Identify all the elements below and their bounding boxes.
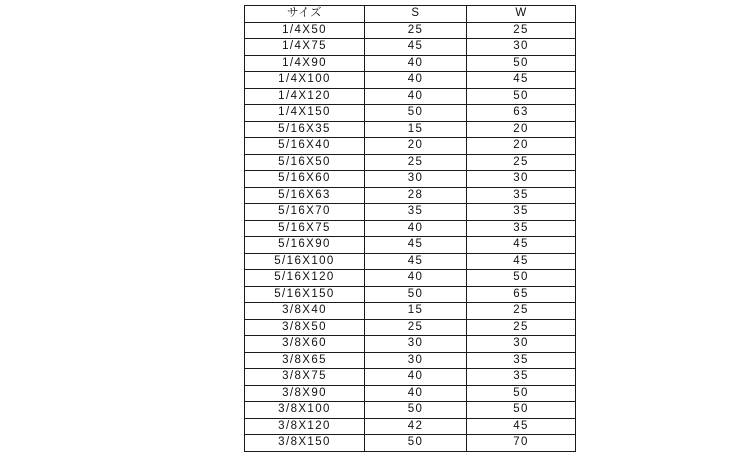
table-row <box>245 286 576 303</box>
table-row <box>245 105 576 122</box>
size-spec-table <box>244 5 576 452</box>
cell-size: 5/16X50 <box>245 154 365 171</box>
cell-size: 3/8X40 <box>245 303 365 320</box>
cell-s: 30 <box>365 336 467 353</box>
cell-s: 40 <box>365 220 467 237</box>
table-row <box>245 138 576 155</box>
cell-w: 45 <box>467 253 576 270</box>
cell-w: 65 <box>467 286 576 303</box>
cell-size: 3/8X75 <box>245 369 365 386</box>
cell-w: 50 <box>467 55 576 72</box>
cell-w: 45 <box>467 237 576 254</box>
table-row <box>245 352 576 369</box>
cell-w: 50 <box>467 402 576 419</box>
cell-size: 1/4X50 <box>245 22 365 39</box>
cell-s: 40 <box>365 55 467 72</box>
header-s: S <box>365 6 467 23</box>
table-row <box>245 237 576 254</box>
cell-size: 1/4X100 <box>245 72 365 89</box>
cell-size: 5/16X75 <box>245 220 365 237</box>
cell-w: 25 <box>467 154 576 171</box>
cell-size: 3/8X120 <box>245 418 365 435</box>
cell-s: 25 <box>365 154 467 171</box>
cell-w: 30 <box>467 171 576 188</box>
cell-size: 3/8X65 <box>245 352 365 369</box>
cell-size: 3/8X60 <box>245 336 365 353</box>
table-row <box>245 385 576 402</box>
cell-w: 35 <box>467 220 576 237</box>
cell-s: 35 <box>365 204 467 221</box>
cell-w: 70 <box>467 435 576 452</box>
table-row <box>245 435 576 452</box>
cell-size: 1/4X90 <box>245 55 365 72</box>
table-row <box>245 121 576 138</box>
cell-size: 5/16X40 <box>245 138 365 155</box>
cell-w: 35 <box>467 369 576 386</box>
cell-s: 50 <box>365 435 467 452</box>
cell-w: 50 <box>467 88 576 105</box>
cell-s: 50 <box>365 286 467 303</box>
cell-size: 3/8X150 <box>245 435 365 452</box>
cell-w: 25 <box>467 319 576 336</box>
cell-size: 1/4X120 <box>245 88 365 105</box>
cell-w: 50 <box>467 270 576 287</box>
table-row <box>245 55 576 72</box>
table-row <box>245 418 576 435</box>
cell-size: 3/8X90 <box>245 385 365 402</box>
cell-s: 45 <box>365 39 467 56</box>
table-row <box>245 303 576 320</box>
cell-s: 28 <box>365 187 467 204</box>
table-row <box>245 171 576 188</box>
table-row <box>245 88 576 105</box>
table-row <box>245 22 576 39</box>
cell-s: 40 <box>365 369 467 386</box>
cell-s: 45 <box>365 237 467 254</box>
cell-w: 45 <box>467 418 576 435</box>
cell-s: 30 <box>365 171 467 188</box>
cell-size: 5/16X90 <box>245 237 365 254</box>
cell-w: 50 <box>467 385 576 402</box>
cell-size: 5/16X35 <box>245 121 365 138</box>
table-body <box>245 22 576 451</box>
cell-w: 25 <box>467 303 576 320</box>
table-row <box>245 253 576 270</box>
cell-size: 1/4X150 <box>245 105 365 122</box>
cell-w: 30 <box>467 336 576 353</box>
cell-s: 25 <box>365 319 467 336</box>
cell-s: 40 <box>365 72 467 89</box>
cell-size: 5/16X60 <box>245 171 365 188</box>
cell-w: 25 <box>467 22 576 39</box>
cell-s: 45 <box>365 253 467 270</box>
cell-size: 3/8X50 <box>245 319 365 336</box>
cell-w: 35 <box>467 352 576 369</box>
header-size: サイズ <box>245 6 365 23</box>
table-row <box>245 369 576 386</box>
cell-w: 35 <box>467 204 576 221</box>
cell-s: 15 <box>365 303 467 320</box>
table-row <box>245 336 576 353</box>
table-row <box>245 204 576 221</box>
table-row <box>245 402 576 419</box>
cell-size: 5/16X70 <box>245 204 365 221</box>
cell-size: 5/16X150 <box>245 286 365 303</box>
cell-s: 20 <box>365 138 467 155</box>
cell-w: 20 <box>467 138 576 155</box>
cell-s: 40 <box>365 385 467 402</box>
cell-s: 50 <box>365 105 467 122</box>
table-row <box>245 154 576 171</box>
cell-size: 3/8X100 <box>245 402 365 419</box>
cell-s: 15 <box>365 121 467 138</box>
table-row <box>245 319 576 336</box>
cell-s: 25 <box>365 22 467 39</box>
table-row <box>245 39 576 56</box>
cell-w: 20 <box>467 121 576 138</box>
cell-w: 63 <box>467 105 576 122</box>
header-row <box>245 6 576 23</box>
table-row <box>245 187 576 204</box>
cell-size: 5/16X63 <box>245 187 365 204</box>
cell-s: 42 <box>365 418 467 435</box>
cell-s: 50 <box>365 402 467 419</box>
cell-w: 30 <box>467 39 576 56</box>
table-row <box>245 220 576 237</box>
cell-s: 30 <box>365 352 467 369</box>
cell-s: 40 <box>365 270 467 287</box>
cell-w: 45 <box>467 72 576 89</box>
table-row <box>245 270 576 287</box>
cell-size: 5/16X120 <box>245 270 365 287</box>
table-row <box>245 72 576 89</box>
cell-size: 5/16X100 <box>245 253 365 270</box>
header-w: W <box>467 6 576 23</box>
cell-size: 1/4X75 <box>245 39 365 56</box>
cell-s: 40 <box>365 88 467 105</box>
cell-w: 35 <box>467 187 576 204</box>
